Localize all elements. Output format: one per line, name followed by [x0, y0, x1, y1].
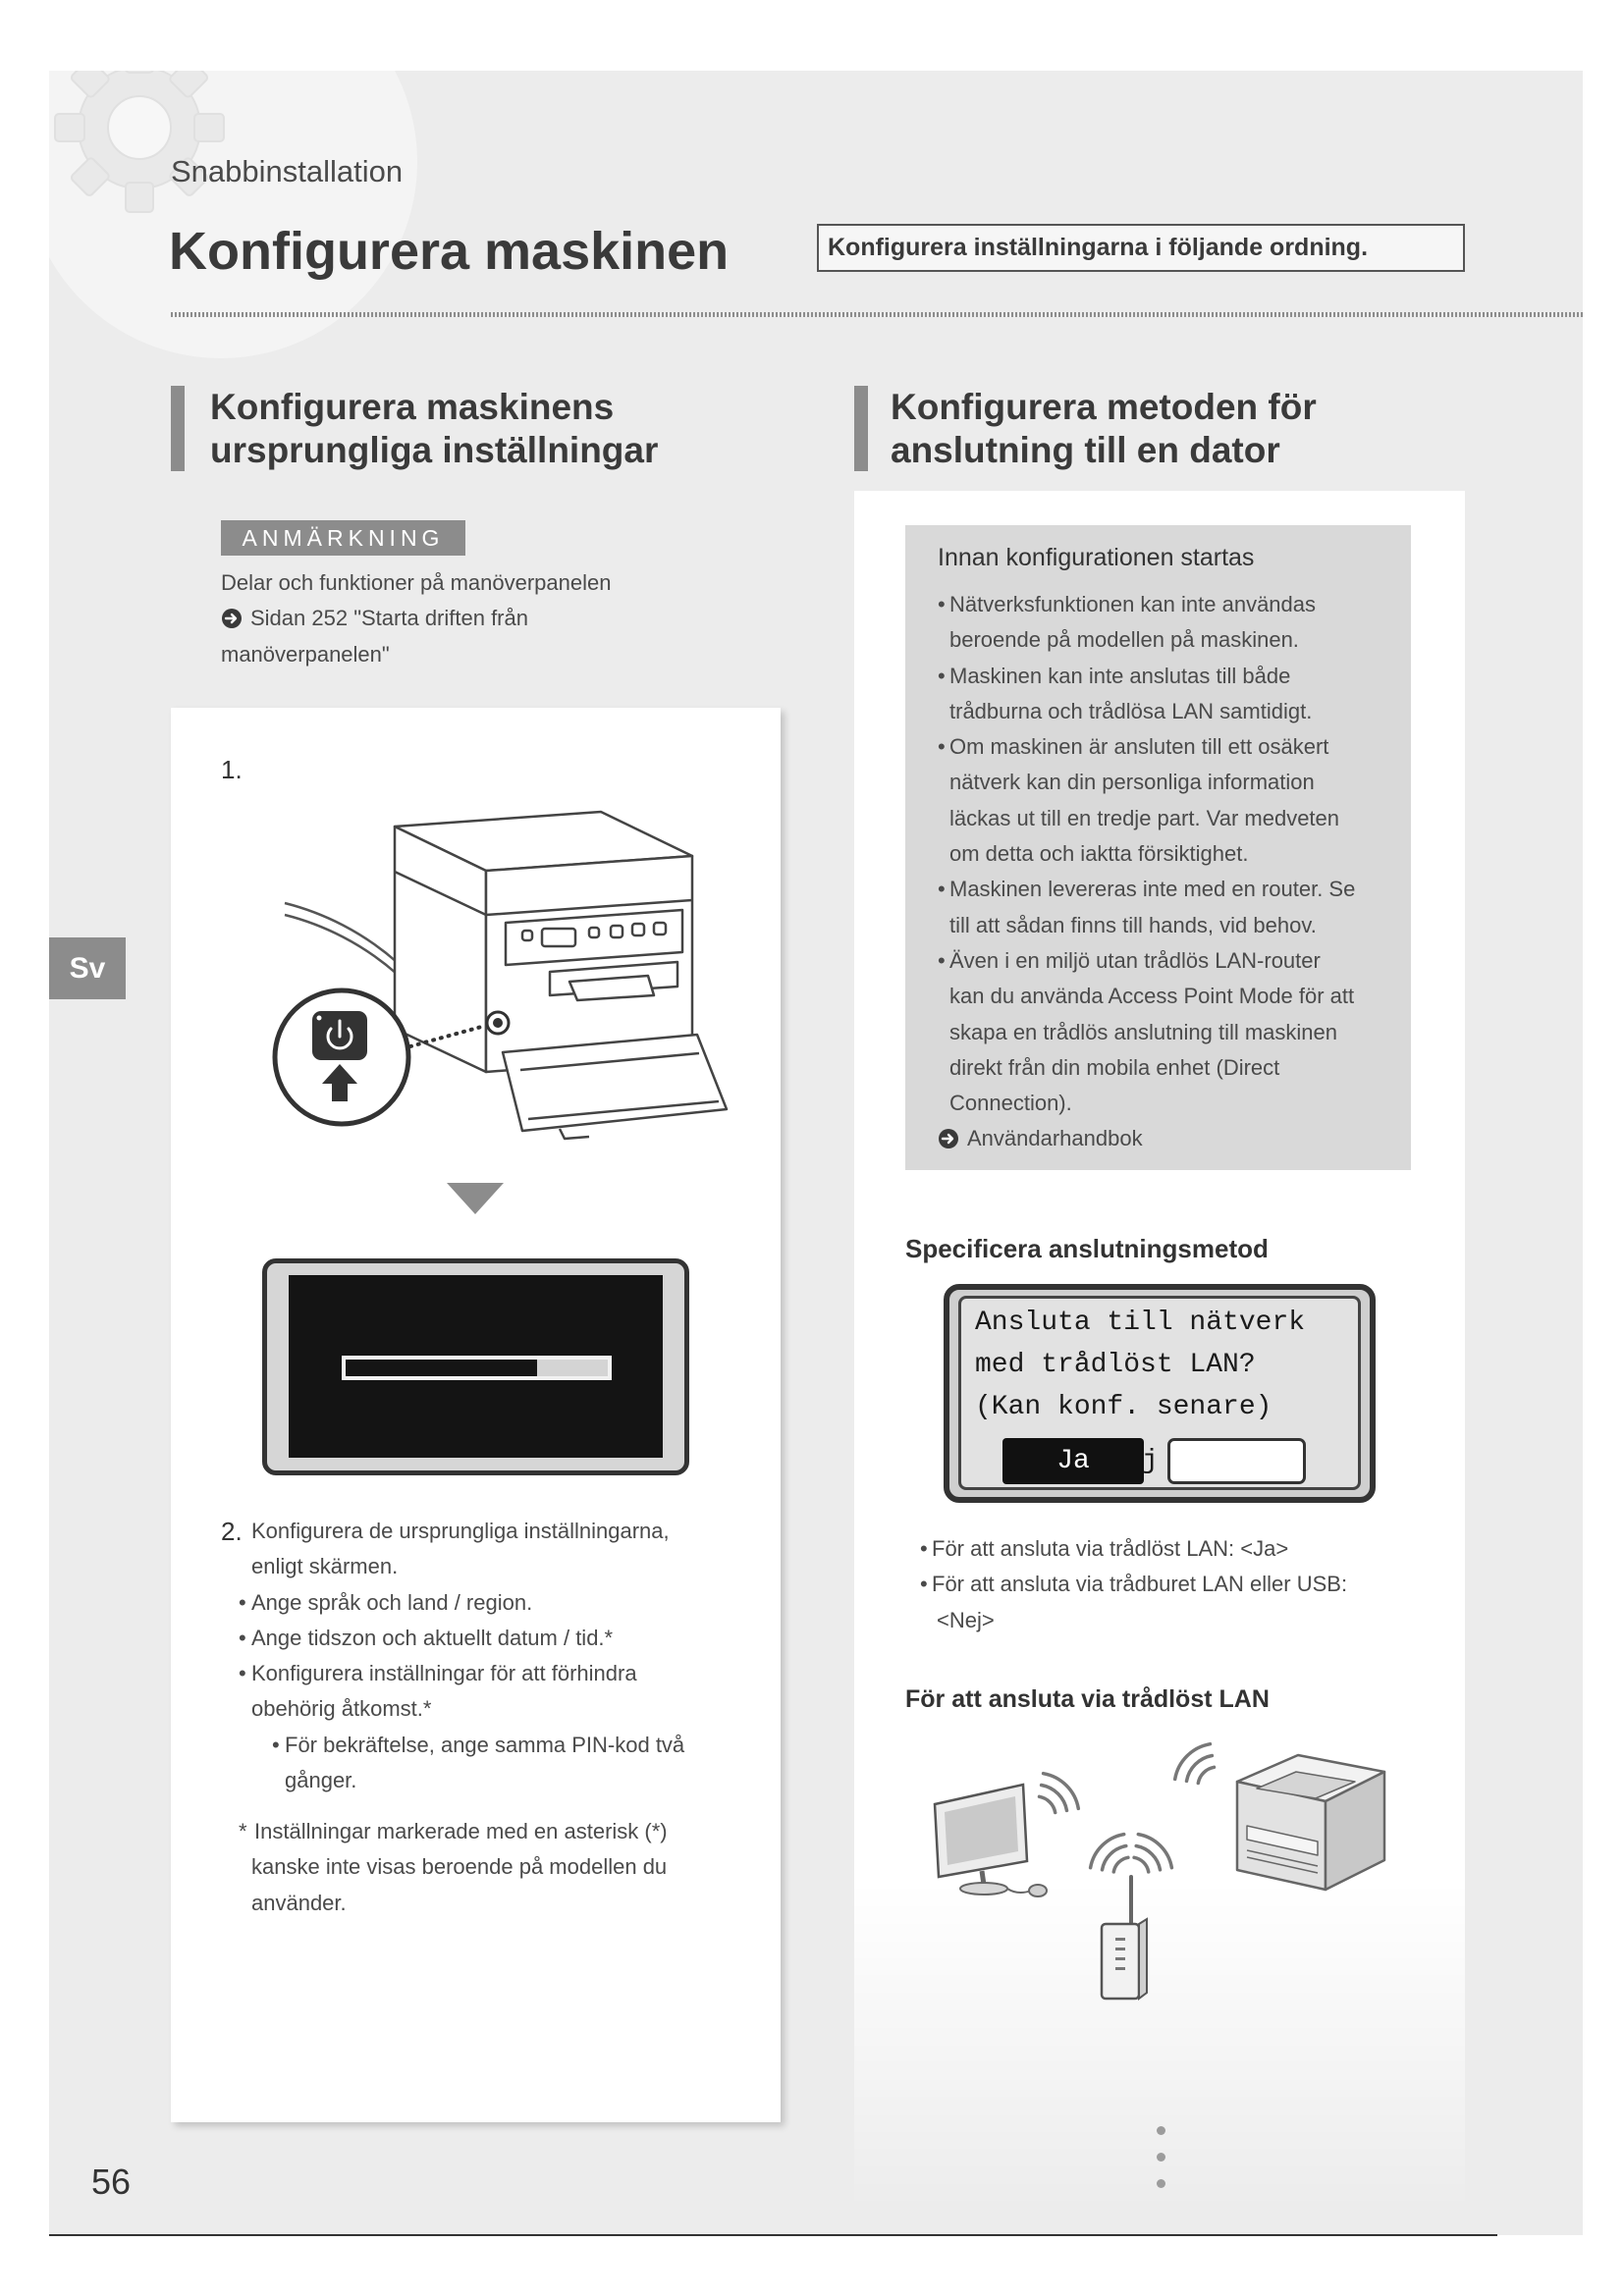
list-item-continued — [221, 1691, 771, 1727]
text-line: Ange tidszon och aktuellt datum / tid.* — [251, 1625, 614, 1650]
computer-icon — [935, 1785, 1047, 1896]
footnote — [221, 1814, 771, 1921]
text-line: obehörig åtkomst.* — [251, 1696, 432, 1722]
lcd-yes-button[interactable]: Ja — [1002, 1438, 1144, 1484]
text-line: För att ansluta via trådburet LAN eller USB: — [932, 1572, 1348, 1597]
list-item-continued — [938, 765, 1399, 800]
text-line: direkt från din mobila enhet (Direct — [949, 1054, 1280, 1080]
heading-line: anslutning till en dator — [891, 430, 1280, 470]
text-line: Ange språk och land / region. — [251, 1589, 533, 1615]
language-tab: Sv — [49, 937, 126, 999]
text-line: Konfigurera inställningar för att förhindra — [251, 1661, 637, 1686]
list-item-continued — [920, 1603, 1431, 1638]
list-item-continued — [938, 979, 1399, 1014]
list-item: • Även i en miljö utan trådlös LAN-router — [938, 943, 1399, 979]
text-line: Nätverksfunktionen kan inte användas — [949, 592, 1317, 616]
text-line: enligt skärmen. — [251, 1554, 399, 1579]
lcd-no-button[interactable] — [1167, 1438, 1306, 1484]
connection-method-title: Specificera anslutningsmetod — [905, 1234, 1269, 1263]
printer-icon — [1237, 1755, 1384, 1890]
down-arrow-icon — [447, 1183, 504, 1215]
text-line: använder. — [251, 1890, 347, 1915]
text-line: skapa en trådlös anslutning till maskinen — [949, 1019, 1338, 1044]
step-1-number: 1. — [221, 755, 243, 784]
list-item-continued — [938, 801, 1399, 836]
list-item-continued — [938, 1086, 1399, 1121]
progress-fill — [346, 1360, 537, 1376]
step-2-text: Konfigurera de ursprungliga inställningarna, — [251, 1519, 670, 1543]
footer-rule — [49, 2234, 1497, 2236]
sub-list-item-continued — [221, 1763, 771, 1798]
list-item-continued — [938, 694, 1399, 729]
heading-bar — [854, 386, 868, 471]
wifi-waves-icon — [1091, 1835, 1172, 1872]
page-number: 56 — [91, 2162, 132, 2202]
note-link[interactable] — [221, 601, 771, 636]
note-line: Delar och funktioner på manöverpanelen — [221, 570, 612, 595]
wifi-waves-icon — [1040, 1774, 1079, 1813]
text-line: beroende på modellen på maskinen. — [949, 627, 1299, 653]
note-link-continued: manöverpanelen" — [221, 641, 390, 667]
text-line: nätverk kan din personliga information — [949, 770, 1315, 795]
lcd-partial-text: j — [1142, 1446, 1159, 1476]
arrow-circle-icon — [938, 1128, 959, 1149]
footnote-line — [221, 1849, 771, 1885]
user-guide-link[interactable] — [938, 1121, 1399, 1156]
list-item-continued — [938, 1015, 1399, 1050]
right-column-heading — [891, 386, 1317, 472]
arrow-circle-icon — [221, 608, 243, 629]
text-line: Även i en miljö utan trådlös LAN-router — [949, 947, 1321, 973]
text-line: Inställningar markerade med en asterisk (*) — [254, 1819, 668, 1843]
text-line: gånger. — [285, 1768, 357, 1793]
heading-line: Konfigurera maskinens — [210, 387, 615, 427]
step-2-intro — [221, 1514, 771, 1549]
list-item-continued — [938, 836, 1399, 872]
list-item: • Ange språk och land / region. — [221, 1585, 771, 1621]
continuation-dot — [1157, 2126, 1165, 2135]
text-line: trådburna och trådlösa LAN samtidigt. — [949, 698, 1313, 723]
heading-line: ursprungliga inställningar — [210, 430, 659, 470]
note-text — [221, 565, 771, 672]
printer-power-button-illustration — [265, 785, 736, 1148]
heading-bar — [171, 386, 185, 471]
lcd-line: med trådlöst LAN? — [975, 1350, 1256, 1380]
heading-line: Konfigurera metoden för — [891, 387, 1317, 427]
text-line: om detta och iaktta försiktighet. — [949, 841, 1249, 867]
page-title: Konfigurera maskinen — [169, 222, 730, 281]
text-line: Maskinen kan inte anslutas till både — [949, 663, 1291, 688]
list-item-continued — [938, 622, 1399, 658]
step-2 — [221, 1514, 771, 1798]
router-icon — [1102, 1877, 1147, 1999]
text-line: Connection). — [949, 1091, 1072, 1116]
header-divider — [171, 312, 1583, 317]
list-item: • Maskinen levereras inte med en router. Se — [938, 872, 1399, 907]
sub-list-item: • För bekräftelse, ange samma PIN-kod två — [221, 1728, 771, 1763]
wireless-connection-illustration — [923, 1728, 1394, 2022]
lcd-message — [975, 1302, 1305, 1428]
list-item: • Konfigurera inställningar för att förhindra — [221, 1656, 771, 1691]
info-box-title: Innan konfigurationen startas — [938, 544, 1255, 571]
connection-options — [920, 1531, 1431, 1638]
user-guide-link-text: Användarhandbok — [967, 1126, 1143, 1151]
progress-bar — [342, 1356, 612, 1380]
continuation-dot — [1157, 2179, 1165, 2188]
list-item: • Maskinen kan inte anslutas till både — [938, 659, 1399, 694]
list-item: • För att ansluta via trådburet LAN eller USB: — [920, 1567, 1431, 1602]
order-note-box: Konfigurera inställningarna i följande ordning. — [817, 224, 1465, 272]
step-2-number: 2. — [221, 1517, 243, 1546]
note-link-text: Sidan 252 "Starta driften från — [250, 606, 528, 631]
footnote-marker: * — [239, 1819, 247, 1843]
text-line: läckas ut till en tredje part. Var medveten — [949, 805, 1340, 830]
left-column-heading — [210, 386, 658, 472]
lcd-line: (Kan konf. senare) — [975, 1392, 1272, 1422]
text-line: För att ansluta via trådlöst LAN: <Ja> — [932, 1536, 1289, 1561]
wireless-title: För att ansluta via trådlöst LAN — [905, 1685, 1270, 1713]
list-item: • Nätverksfunktionen kan inte användas — [938, 587, 1399, 622]
list-item-continued — [938, 1050, 1399, 1086]
note-label: ANMÄRKNING — [221, 520, 465, 556]
list-item: • För att ansluta via trådlöst LAN: <Ja> — [920, 1531, 1431, 1567]
step-2-text-continued — [221, 1549, 771, 1584]
text-line: <Nej> — [937, 1607, 995, 1632]
footnote-line — [221, 1814, 771, 1849]
printer-icon — [395, 812, 727, 1139]
text-line: Om maskinen är ansluten till ett osäkert — [949, 734, 1329, 760]
continuation-dot — [1157, 2153, 1165, 2162]
section-label: Snabbinstallation — [171, 154, 404, 188]
footnote-line — [221, 1886, 771, 1921]
text-line: kan du använda Access Point Mode för att — [949, 984, 1355, 1009]
text-line: kanske inte visas beroende på modellen du — [251, 1854, 668, 1880]
list-item: • Om maskinen är ansluten till ett osäkert — [938, 729, 1399, 765]
text-line: Maskinen levereras inte med en router. Se — [949, 877, 1356, 902]
wifi-waves-icon — [1175, 1744, 1215, 1784]
text-line: till att sådan finns till hands, vid behov. — [949, 912, 1317, 937]
text-line: För bekräftelse, ange samma PIN-kod två — [285, 1732, 685, 1757]
lcd-line: Ansluta till nätverk — [975, 1308, 1306, 1338]
list-item-continued — [938, 908, 1399, 943]
info-box-list — [938, 587, 1399, 1157]
list-item: • Ange tidszon och aktuellt datum / tid.* — [221, 1621, 771, 1656]
